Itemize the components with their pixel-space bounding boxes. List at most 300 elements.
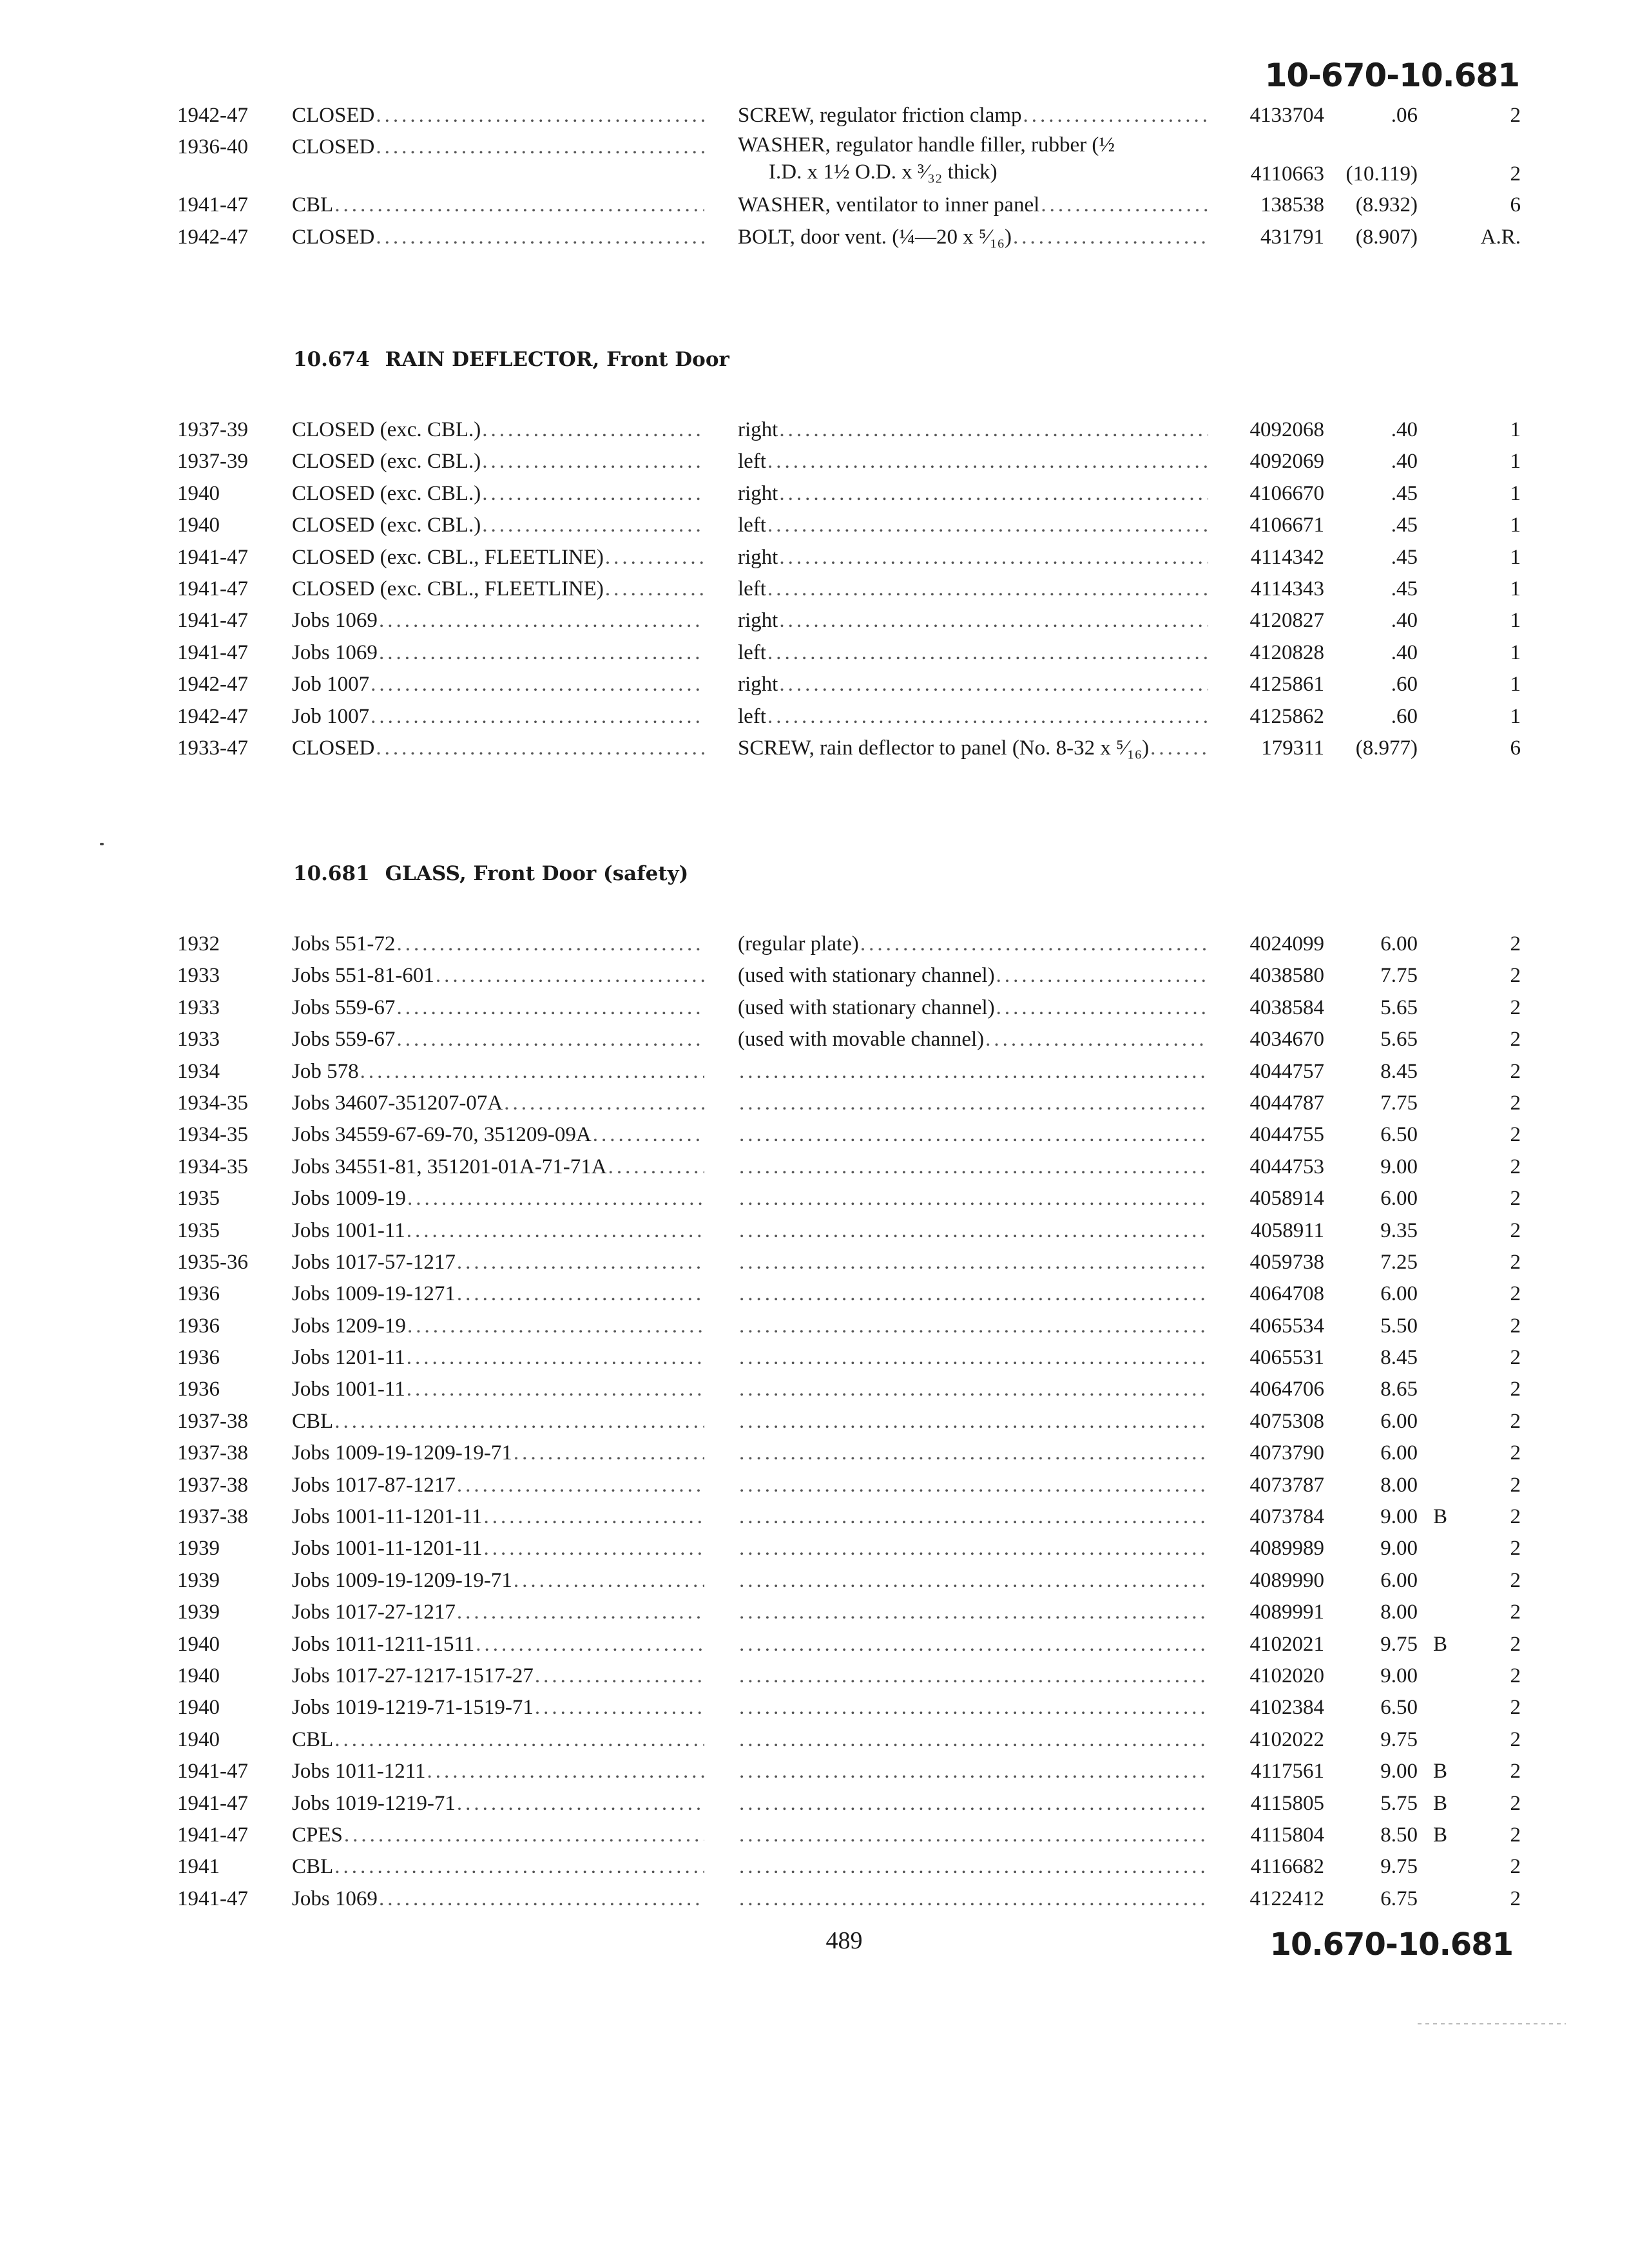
dot-leader xyxy=(482,446,704,477)
table-row xyxy=(0,1851,1629,1883)
dot-leader xyxy=(860,928,1208,960)
dot-leader xyxy=(739,1565,1208,1597)
description-cell-text: right xyxy=(738,673,778,697)
model-cell xyxy=(292,669,704,700)
price-cell: 8.00 xyxy=(1380,1600,1418,1624)
dot-leader xyxy=(1013,222,1208,253)
dot-leader xyxy=(739,1883,1208,1915)
price-cell: .45 xyxy=(1391,514,1418,537)
dot-leader xyxy=(407,1311,704,1342)
table-row xyxy=(0,637,1629,669)
quantity-cell: 1 xyxy=(1510,450,1521,474)
price-cell: 6.75 xyxy=(1380,1887,1418,1910)
dot-leader xyxy=(376,733,704,764)
price-cell: 7.25 xyxy=(1380,1250,1418,1274)
model-cell xyxy=(292,1311,704,1342)
price-cell: .45 xyxy=(1391,545,1418,569)
part-number-cell: 4089991 xyxy=(1249,1600,1324,1624)
top-parts-list xyxy=(0,100,1629,253)
price-cell: 8.00 xyxy=(1380,1473,1418,1497)
price-cell: 6.00 xyxy=(1380,1568,1418,1592)
model-cell xyxy=(292,1437,704,1469)
description-cell xyxy=(738,131,1208,186)
year-cell: 1942-47 xyxy=(177,225,248,249)
description-cell xyxy=(738,960,1208,992)
dot-leader xyxy=(379,1883,704,1915)
part-number-cell: 179311 xyxy=(1261,736,1324,760)
dot-leader xyxy=(739,1692,1208,1724)
dot-leader xyxy=(739,1215,1208,1247)
section-heading: GLASS, Front Door (safety) xyxy=(385,862,689,885)
model-cell xyxy=(292,928,704,960)
year-cell: 1935 xyxy=(177,1218,220,1242)
year-cell: 1934 xyxy=(177,1059,220,1083)
description-cell xyxy=(738,1597,1208,1628)
description-cell xyxy=(738,573,1208,605)
description-cell-text: right xyxy=(738,481,778,505)
quantity-cell: 2 xyxy=(1510,1346,1521,1370)
year-cell: 1942-47 xyxy=(177,704,248,728)
price-cell: .40 xyxy=(1391,640,1418,664)
quantity-cell: 6 xyxy=(1510,193,1521,217)
description-cell xyxy=(738,1151,1208,1183)
table-row xyxy=(0,1437,1629,1469)
dot-leader xyxy=(371,669,704,700)
year-cell: 1939 xyxy=(177,1537,220,1561)
part-number-cell: 4044753 xyxy=(1249,1155,1324,1178)
dot-leader xyxy=(767,701,1208,733)
dot-leader xyxy=(535,1660,704,1692)
model-cell-text: Jobs 1011-1211 xyxy=(292,1760,426,1783)
dot-leader xyxy=(739,1119,1208,1151)
dot-leader xyxy=(535,1692,704,1724)
note-cell: B xyxy=(1432,1791,1447,1815)
model-cell-text: CLOSED (exc. CBL.) xyxy=(292,418,481,441)
price-cell: .60 xyxy=(1391,673,1418,697)
quantity-cell: 2 xyxy=(1510,1600,1521,1624)
model-cell-text: CLOSED (exc. CBL., FLEETLINE) xyxy=(292,545,604,569)
price-cell: 8.45 xyxy=(1380,1346,1418,1370)
dot-leader xyxy=(482,414,704,446)
description-cell xyxy=(738,928,1208,960)
quantity-cell: 2 xyxy=(1510,1218,1521,1242)
table-row xyxy=(0,1533,1629,1564)
model-cell-text: CLOSED (exc. CBL., FLEETLINE) xyxy=(292,577,604,601)
note-cell: B xyxy=(1432,1505,1447,1529)
model-cell xyxy=(292,1151,704,1183)
glass-front-door-parts-list xyxy=(0,928,1629,1915)
part-number-cell: 4102020 xyxy=(1249,1664,1324,1687)
quantity-cell: 2 xyxy=(1510,1632,1521,1656)
quantity-cell: 1 xyxy=(1510,673,1521,697)
year-cell: 1941-47 xyxy=(177,1887,248,1910)
dot-leader xyxy=(605,573,704,605)
year-cell: 1936 xyxy=(177,1378,220,1401)
dot-leader xyxy=(334,1724,704,1756)
dot-leader xyxy=(407,1342,704,1374)
year-cell: 1940 xyxy=(177,481,220,505)
quantity-cell: 2 xyxy=(1510,964,1521,988)
dot-leader xyxy=(767,510,1208,541)
description-cell xyxy=(738,1437,1208,1469)
part-number-cell: 4034670 xyxy=(1249,1028,1324,1052)
model-cell xyxy=(292,1501,704,1533)
part-number-cell: 4065531 xyxy=(1249,1346,1324,1370)
dot-leader xyxy=(344,1820,704,1851)
description-cell xyxy=(738,1851,1208,1883)
description-cell xyxy=(738,1629,1208,1660)
model-cell xyxy=(292,478,704,510)
description-cell-text: SCREW, rain deflector to panel (No. 8-32 x ⁵⁄₁₆) xyxy=(738,736,1150,760)
year-cell: 1937-38 xyxy=(177,1409,248,1433)
quantity-cell: 1 xyxy=(1510,545,1521,569)
quantity-cell: 2 xyxy=(1510,1059,1521,1083)
table-row xyxy=(0,1660,1629,1692)
part-number-cell: 4075308 xyxy=(1249,1409,1324,1433)
model-cell xyxy=(292,446,704,477)
dot-leader xyxy=(379,605,704,637)
dot-leader xyxy=(998,159,1208,186)
price-cell: 6.50 xyxy=(1380,1696,1418,1720)
model-cell-text: Job 578 xyxy=(292,1059,359,1083)
dot-leader xyxy=(739,1342,1208,1374)
year-cell: 1937-39 xyxy=(177,418,248,441)
model-cell-text: Job 1007 xyxy=(292,673,370,697)
year-cell: 1939 xyxy=(177,1600,220,1624)
part-number-cell: 4115804 xyxy=(1250,1823,1324,1847)
table-row xyxy=(0,1629,1629,1660)
table-row xyxy=(0,542,1629,573)
price-cell: 6.00 xyxy=(1380,1187,1418,1211)
note-cell: B xyxy=(1432,1760,1447,1783)
model-cell-text: Jobs 1201-11 xyxy=(292,1346,405,1370)
quantity-cell: 2 xyxy=(1510,1791,1521,1815)
model-cell-text: Jobs 1069 xyxy=(292,609,378,633)
year-cell: 1932 xyxy=(177,932,220,956)
description-cell xyxy=(738,605,1208,637)
description-line-2-text: I.D. x 1½ O.D. x ³⁄₃₂ thick) xyxy=(769,160,998,184)
part-number-cell: 4089990 xyxy=(1249,1568,1324,1592)
dot-leader xyxy=(457,1788,704,1820)
description-cell xyxy=(738,1342,1208,1374)
year-cell: 1933-47 xyxy=(177,736,248,760)
table-row xyxy=(0,1470,1629,1501)
model-cell-text: Jobs 1001-11 xyxy=(292,1378,405,1401)
description-cell-text: left xyxy=(738,514,766,537)
model-cell xyxy=(292,1597,704,1628)
model-cell-text: Jobs 1017-27-1217 xyxy=(292,1600,456,1624)
dot-leader xyxy=(739,1151,1208,1183)
year-cell: 1933 xyxy=(177,964,220,988)
table-row xyxy=(0,1056,1629,1088)
table-row xyxy=(0,1788,1629,1820)
quantity-cell: 2 xyxy=(1510,932,1521,956)
quantity-cell: 2 xyxy=(1510,1760,1521,1783)
dot-leader xyxy=(739,1311,1208,1342)
part-number-cell: 4116682 xyxy=(1250,1855,1324,1879)
quantity-cell: 2 xyxy=(1510,1378,1521,1401)
quantity-cell: 1 xyxy=(1510,481,1521,505)
description-cell xyxy=(738,1470,1208,1501)
footer-section-code: 10.670-10.681 xyxy=(1269,1927,1513,1963)
dot-leader xyxy=(376,131,704,163)
part-number-cell: 4059738 xyxy=(1249,1250,1324,1274)
model-cell-text: CBL xyxy=(292,193,334,217)
price-cell: 6.00 xyxy=(1380,1282,1418,1306)
model-cell xyxy=(292,1183,704,1215)
model-cell-text: Jobs 551-72 xyxy=(292,932,396,956)
part-number-cell: 4122412 xyxy=(1249,1887,1324,1910)
table-row xyxy=(0,1374,1629,1405)
part-number-cell: 4117561 xyxy=(1250,1760,1324,1783)
model-cell xyxy=(292,573,704,605)
price-cell: 9.75 xyxy=(1380,1727,1418,1751)
model-cell xyxy=(292,1119,704,1151)
description-cell xyxy=(738,1278,1208,1310)
description-cell xyxy=(738,1692,1208,1724)
part-number-cell: 4065534 xyxy=(1249,1314,1324,1338)
model-cell xyxy=(292,510,704,541)
model-cell xyxy=(292,1724,704,1756)
page-number: 489 xyxy=(825,1927,863,1954)
part-number-cell: 4064706 xyxy=(1249,1378,1324,1401)
model-cell-text: Jobs 34559-67-69-70, 351209-09A xyxy=(292,1123,592,1147)
part-number-cell: 4058911 xyxy=(1250,1218,1324,1242)
description-cell xyxy=(738,1565,1208,1597)
year-cell: 1936 xyxy=(177,1314,220,1338)
quantity-cell: 2 xyxy=(1510,1155,1521,1178)
description-cell xyxy=(738,637,1208,669)
table-row xyxy=(0,446,1629,477)
year-cell: 1933 xyxy=(177,995,220,1019)
description-cell xyxy=(738,414,1208,446)
dot-leader xyxy=(334,1406,704,1437)
price-cell: 9.75 xyxy=(1380,1855,1418,1879)
model-cell-text: Jobs 1009-19 xyxy=(292,1187,406,1211)
quantity-cell: 2 xyxy=(1510,104,1521,127)
dot-leader xyxy=(514,1565,704,1597)
quantity-cell: 2 xyxy=(1510,1123,1521,1147)
model-cell-text: Jobs 1009-19-1209-19-71 xyxy=(292,1441,512,1465)
dot-leader xyxy=(739,1788,1208,1820)
section-title-glass-front-door xyxy=(293,862,688,885)
price-cell: .06 xyxy=(1391,104,1418,127)
year-cell: 1937-39 xyxy=(177,450,248,474)
part-number-cell: 4092068 xyxy=(1249,418,1324,441)
model-cell xyxy=(292,1820,704,1851)
model-cell-text: Jobs 1069 xyxy=(292,1887,378,1910)
rain-deflector-parts-list xyxy=(0,414,1629,764)
price-cell: 9.00 xyxy=(1380,1505,1418,1529)
description-cell xyxy=(738,1215,1208,1247)
description-cell xyxy=(738,1088,1208,1119)
price-cell: 9.00 xyxy=(1380,1155,1418,1178)
model-cell xyxy=(292,1883,704,1915)
price-cell: 5.50 xyxy=(1380,1314,1418,1338)
description-cell-text: right xyxy=(738,609,778,633)
dot-leader xyxy=(427,1756,704,1787)
description-cell xyxy=(738,1247,1208,1278)
dot-leader xyxy=(779,414,1208,446)
description-cell xyxy=(738,1374,1208,1405)
table-row xyxy=(0,1311,1629,1342)
model-cell-text: Jobs 1209-19 xyxy=(292,1314,406,1338)
quantity-cell: 2 xyxy=(1510,1727,1521,1751)
dot-leader xyxy=(608,1151,704,1183)
description-cell xyxy=(738,992,1208,1024)
model-cell-text: CLOSED (exc. CBL.) xyxy=(292,514,481,537)
year-cell: 1941-47 xyxy=(177,193,248,217)
dot-leader xyxy=(482,478,704,510)
description-cell xyxy=(738,100,1208,131)
dot-leader xyxy=(407,1374,704,1405)
table-row xyxy=(0,100,1629,131)
table-row xyxy=(0,1692,1629,1724)
price-cell: 9.35 xyxy=(1380,1218,1418,1242)
table-row xyxy=(0,733,1629,764)
dot-leader xyxy=(739,1724,1208,1756)
price-cell: .40 xyxy=(1391,609,1418,633)
note-cell: B xyxy=(1432,1632,1447,1656)
dot-leader xyxy=(334,189,704,221)
dot-leader xyxy=(779,669,1208,700)
dot-leader xyxy=(396,928,704,960)
description-cell-text: (used with stationary channel) xyxy=(738,995,995,1019)
year-cell: 1937-38 xyxy=(177,1473,248,1497)
dot-leader xyxy=(985,1024,1208,1055)
model-cell xyxy=(292,1406,704,1437)
price-cell: 7.75 xyxy=(1380,964,1418,988)
description-cell xyxy=(738,542,1208,573)
dot-leader xyxy=(1023,100,1208,131)
section-title-rain-deflector xyxy=(293,348,729,371)
price-cell: .45 xyxy=(1391,577,1418,601)
quantity-cell: 1 xyxy=(1510,704,1521,728)
description-cell xyxy=(738,510,1208,541)
price-cell: 8.50 xyxy=(1380,1823,1418,1847)
year-cell: 1940 xyxy=(177,1664,220,1687)
model-cell xyxy=(292,637,704,669)
scan-speck xyxy=(100,843,104,845)
part-number-cell: 4114343 xyxy=(1250,577,1324,601)
description-cell-text: (used with movable channel) xyxy=(738,1028,985,1052)
part-number-cell: 4120827 xyxy=(1249,609,1324,633)
description-cell xyxy=(738,1883,1208,1915)
price-cell: 5.65 xyxy=(1380,1028,1418,1052)
dot-leader xyxy=(593,1119,704,1151)
dot-leader xyxy=(739,1406,1208,1437)
model-cell-text: CLOSED (exc. CBL.) xyxy=(292,481,481,505)
table-row xyxy=(0,222,1629,253)
price-cell: 6.00 xyxy=(1380,1409,1418,1433)
table-row xyxy=(0,1151,1629,1183)
part-number-cell: 4114342 xyxy=(1250,545,1324,569)
year-cell: 1936 xyxy=(177,1346,220,1370)
price-cell: 8.45 xyxy=(1380,1059,1418,1083)
model-cell-text: CLOSED xyxy=(292,104,375,127)
description-cell xyxy=(738,1533,1208,1564)
model-cell xyxy=(292,733,704,764)
description-cell xyxy=(738,1406,1208,1437)
quantity-cell: 2 xyxy=(1510,1855,1521,1879)
price-cell: 6.00 xyxy=(1380,1441,1418,1465)
dot-leader xyxy=(739,1660,1208,1692)
model-cell xyxy=(292,222,704,253)
part-number-cell: 4133704 xyxy=(1249,104,1324,127)
table-row xyxy=(0,1183,1629,1215)
price-cell: (8.932) xyxy=(1355,193,1418,217)
part-number-cell: 4102021 xyxy=(1249,1632,1324,1656)
model-cell-text: CLOSED xyxy=(292,135,375,159)
description-cell xyxy=(738,1183,1208,1215)
quantity-cell: 2 xyxy=(1510,995,1521,1019)
table-row xyxy=(0,669,1629,700)
model-cell-text: CPES xyxy=(292,1823,343,1847)
model-cell xyxy=(292,1851,704,1883)
model-cell xyxy=(292,1024,704,1055)
description-cell xyxy=(738,1660,1208,1692)
price-cell: 9.00 xyxy=(1380,1760,1418,1783)
model-cell-text: Jobs 559-67 xyxy=(292,1028,396,1052)
dot-leader xyxy=(739,1629,1208,1660)
quantity-cell: 2 xyxy=(1510,1314,1521,1338)
dot-leader xyxy=(504,1088,704,1119)
price-cell: 8.65 xyxy=(1380,1378,1418,1401)
section-heading: RAIN DEFLECTOR, Front Door xyxy=(385,348,729,371)
part-number-cell: 4102384 xyxy=(1249,1696,1324,1720)
model-cell xyxy=(292,992,704,1024)
dot-leader xyxy=(779,605,1208,637)
part-number-cell: 4102022 xyxy=(1249,1727,1324,1751)
price-cell: 5.65 xyxy=(1380,995,1418,1019)
model-cell-text: Jobs 551-81-601 xyxy=(292,964,434,988)
model-cell-text: CLOSED xyxy=(292,736,375,760)
year-cell: 1937-38 xyxy=(177,1441,248,1465)
model-cell xyxy=(292,1629,704,1660)
year-cell: 1941-47 xyxy=(177,609,248,633)
model-cell xyxy=(292,605,704,637)
table-row xyxy=(0,1501,1629,1533)
part-number-cell: 4044787 xyxy=(1249,1091,1324,1115)
table-row xyxy=(0,1088,1629,1119)
price-cell: 6.50 xyxy=(1380,1123,1418,1147)
dot-leader xyxy=(334,1851,704,1883)
section-number: 10.681 xyxy=(293,862,370,885)
part-number-cell: 4115805 xyxy=(1250,1791,1324,1815)
part-number-cell: 4120828 xyxy=(1249,640,1324,664)
price-cell: (8.907) xyxy=(1355,225,1418,249)
description-cell xyxy=(738,1820,1208,1851)
quantity-cell: 2 xyxy=(1510,1028,1521,1052)
model-cell-text: Jobs 1069 xyxy=(292,640,378,664)
model-cell-text: Jobs 1019-1219-71-1519-71 xyxy=(292,1696,534,1720)
dot-leader xyxy=(483,1533,704,1564)
year-cell: 1940 xyxy=(177,1632,220,1656)
header-section-code: 10-670-10.681 xyxy=(1264,57,1519,94)
description-cell xyxy=(738,1024,1208,1055)
dot-leader xyxy=(376,100,704,131)
part-number-cell: 4064708 xyxy=(1249,1282,1324,1306)
description-cell-text: right xyxy=(738,418,778,441)
table-row xyxy=(0,478,1629,510)
dot-leader xyxy=(739,1278,1208,1310)
dot-leader xyxy=(605,542,704,573)
year-cell: 1935 xyxy=(177,1187,220,1211)
part-number-cell: 431791 xyxy=(1260,225,1324,249)
model-cell xyxy=(292,1692,704,1724)
year-cell: 1940 xyxy=(177,1727,220,1751)
quantity-cell: 2 xyxy=(1510,162,1521,186)
